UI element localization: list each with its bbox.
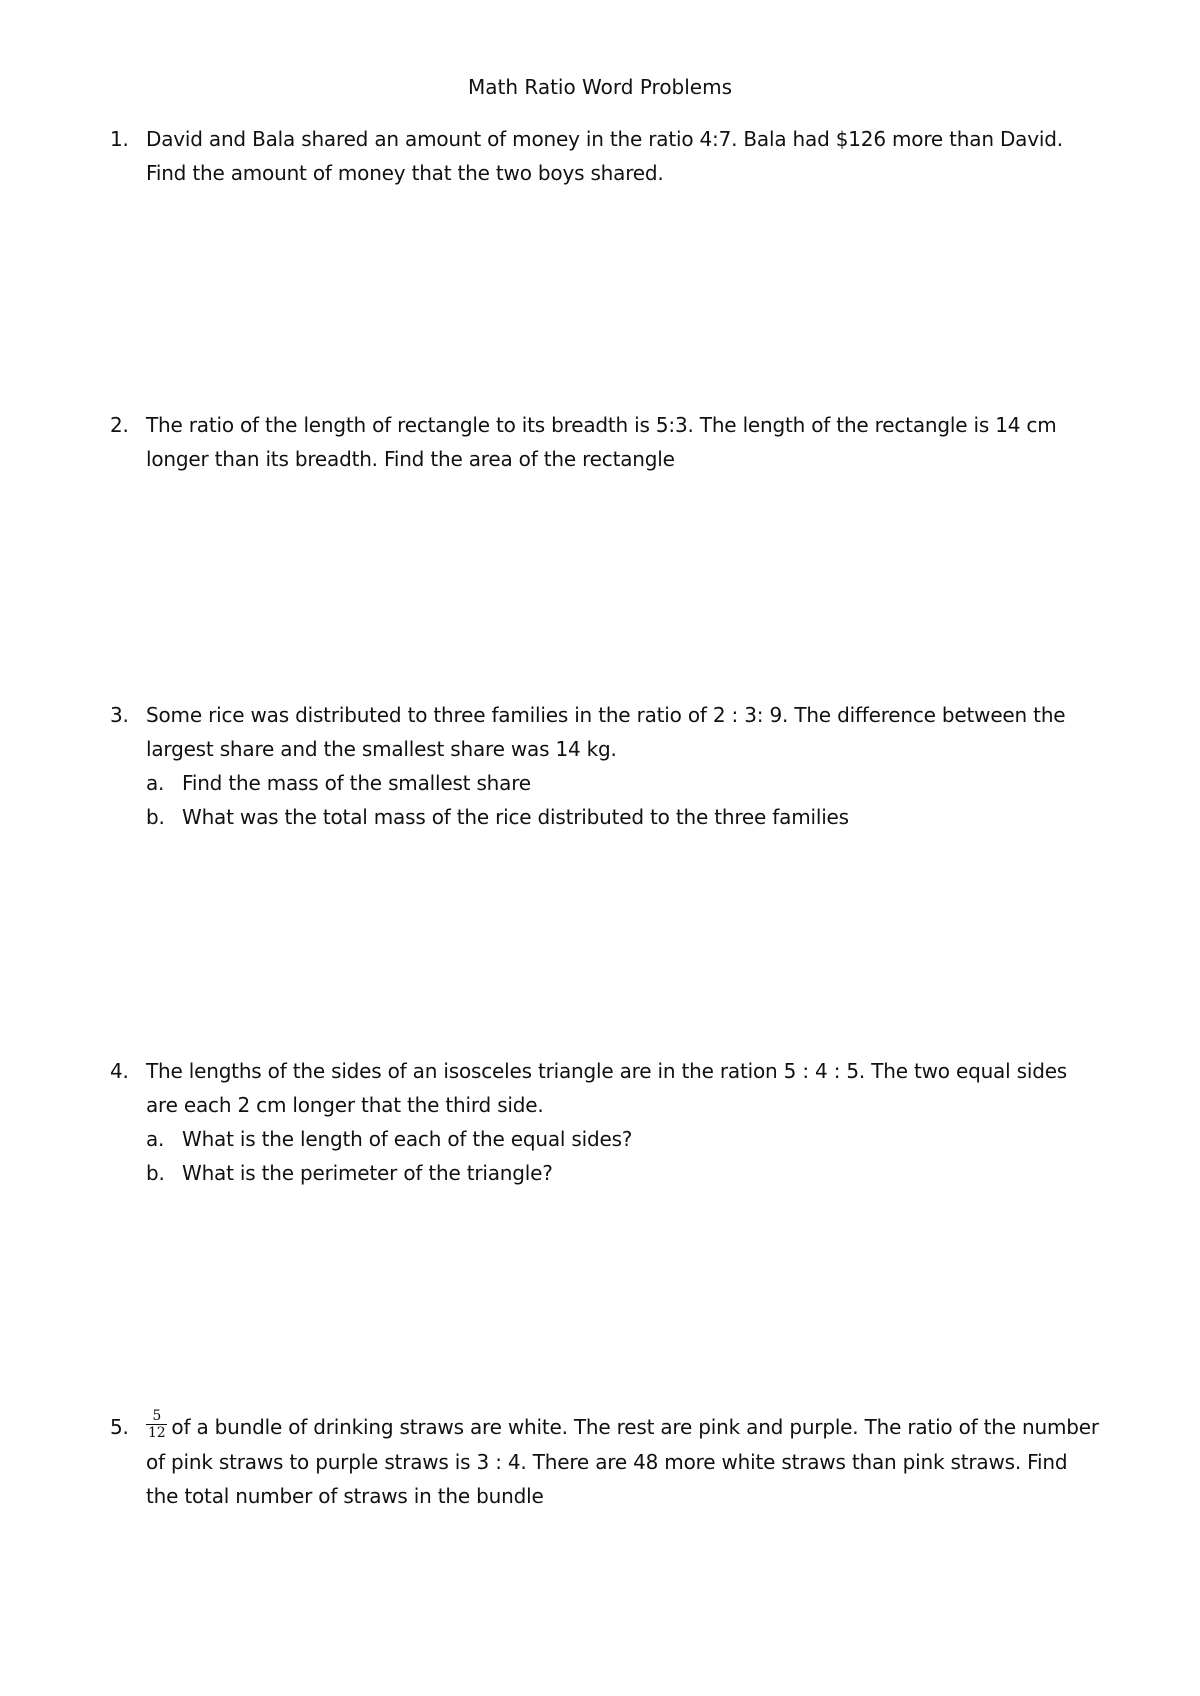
question-3 (110, 698, 1130, 834)
question-line: longer than its breadth. Find the area of the rectangle (146, 447, 675, 471)
question-line: of a bundle of drinking straws are white. The rest are pink and purple. The ratio of the number (171, 1415, 1099, 1439)
sub-question-text: Find the mass of the smallest share (182, 771, 531, 795)
question-line: of pink straws to purple straws is 3 : 4. There are 48 more white straws than pink straws. Find (146, 1450, 1068, 1474)
sub-question-letter: b. (146, 805, 165, 829)
question-number: 1. (110, 127, 129, 151)
fraction-denominator: 12 (148, 1425, 166, 1441)
question-line: The ratio of the length of rectangle to its breadth is 5:3. The length of the rectangle is 14 cm (146, 413, 1057, 437)
fraction (146, 1408, 167, 1441)
question-number: 5. (110, 1415, 129, 1439)
question-4 (110, 1054, 1130, 1190)
sub-question-b (146, 800, 1130, 834)
question-2 (110, 408, 1130, 476)
sub-question-a (146, 766, 1130, 800)
question-line: are each 2 cm longer that the third side. (146, 1093, 544, 1117)
sub-question-b (146, 1156, 1130, 1190)
sub-question-letter: b. (146, 1161, 165, 1185)
sub-question-text: What was the total mass of the rice distributed to the three families (182, 805, 849, 829)
sub-question-text: What is the perimeter of the triangle? (182, 1161, 553, 1185)
question-line: the total number of straws in the bundle (146, 1484, 544, 1508)
question-number: 2. (110, 413, 129, 437)
question-number: 4. (110, 1059, 129, 1083)
fraction-numerator: 5 (152, 1408, 162, 1424)
question-line: largest share and the smallest share was 14 kg. (146, 737, 617, 761)
question-line: Some rice was distributed to three families in the ratio of 2 : 3: 9. The difference between the (146, 703, 1066, 727)
sub-question-letter: a. (146, 771, 165, 795)
question-line: Find the amount of money that the two boys shared. (146, 161, 664, 185)
page-title: Math Ratio Word Problems (467, 75, 733, 99)
question-line: The lengths of the sides of an isosceles triangle are in the ration 5 : 4 : 5. The two equal sides (146, 1059, 1068, 1083)
question-5 (110, 1410, 1130, 1513)
question-line-with-fraction (146, 1410, 1130, 1445)
question-line: David and Bala shared an amount of money in the ratio 4:7. Bala had $126 more than David. (146, 127, 1063, 151)
sub-question-letter: a. (146, 1127, 165, 1151)
question-number: 3. (110, 703, 129, 727)
question-1 (110, 122, 1130, 190)
sub-question-a (146, 1122, 1130, 1156)
sub-question-text: What is the length of each of the equal sides? (182, 1127, 633, 1151)
